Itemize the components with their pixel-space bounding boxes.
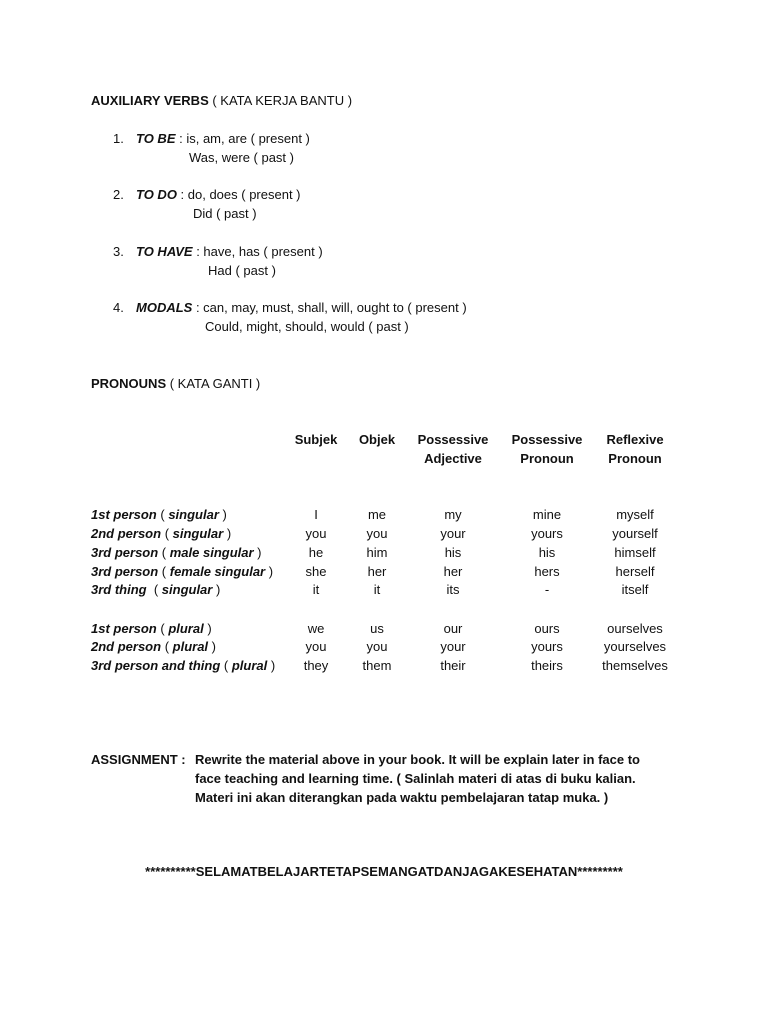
row-paren-close: ) (212, 582, 221, 597)
row-paren-close: ) (253, 545, 262, 560)
row-paren-close: ) (208, 639, 216, 654)
table-cell: you (366, 526, 388, 541)
row-person: 3rd person (91, 564, 159, 579)
pronouns-heading-rest: ( KATA GANTI ) (166, 376, 261, 391)
row-label (91, 582, 220, 598)
assignment-line: Rewrite the material above in your book. It will be explain later in face to (195, 752, 641, 767)
table-cell: we (307, 621, 325, 636)
row-paren-open: ( (161, 639, 173, 654)
row-person: 3rd person (91, 545, 159, 560)
row-qualifier: singular (161, 582, 213, 597)
row-label (91, 545, 262, 561)
row-paren-close: ) (267, 658, 276, 673)
table-cell: yours (531, 639, 563, 654)
aux-item-number: 4. (113, 300, 124, 315)
table-cell: herself (615, 564, 655, 579)
aux-item-term: TO DO (136, 187, 177, 202)
aux-item-past: Did ( past ) (193, 206, 257, 221)
table-cell: you (305, 526, 327, 541)
table-cell: myself (616, 507, 654, 522)
row-label (91, 507, 227, 523)
row-paren-close: ) (203, 621, 212, 636)
table-cell: her (367, 564, 387, 579)
aux-item-past: Had ( past ) (208, 263, 276, 278)
table-cell: yourselves (603, 639, 667, 654)
table-cell: theirs (531, 658, 563, 673)
aux-heading-bold: AUXILIARY VERBS (91, 93, 209, 108)
table-cell: it (373, 582, 381, 597)
row-qualifier: male singular (169, 545, 254, 560)
table-cell: - (544, 582, 550, 597)
table-cell: your (440, 639, 466, 654)
aux-item-past: Could, might, should, would ( past ) (205, 319, 409, 334)
aux-item-line1 (136, 244, 323, 260)
row-qualifier: female singular (169, 564, 266, 579)
table-cell: her (443, 564, 463, 579)
table-cell: yours (531, 526, 563, 541)
column-header: Subjek (294, 432, 338, 447)
row-label (91, 658, 275, 674)
table-cell: you (305, 639, 327, 654)
aux-item-number: 3. (113, 244, 124, 259)
row-paren-close: ) (223, 526, 232, 541)
table-cell: us (370, 621, 384, 636)
column-header: Reflexive (606, 432, 664, 447)
row-person: 2nd person (91, 526, 162, 541)
table-cell: his (444, 545, 462, 560)
aux-item-term: TO BE (136, 131, 176, 146)
table-cell: hers (534, 564, 560, 579)
footer-motto: **********SELAMATBELAJARTETAPSEMANGATDANJAGAKESEHATAN********* (145, 864, 623, 879)
aux-item-line1 (136, 187, 301, 203)
table-cell: they (303, 658, 329, 673)
assignment-label: ASSIGNMENT : (91, 752, 186, 767)
aux-item-term: TO HAVE (136, 244, 193, 259)
aux-item-present: : can, may, must, shall, will, ought to ( present ) (192, 300, 467, 315)
table-cell: them (362, 658, 392, 673)
table-cell: ours (534, 621, 560, 636)
aux-item-line1 (136, 131, 310, 147)
column-header-sub: Adjective (424, 451, 482, 466)
aux-item-past: Was, were ( past ) (189, 150, 294, 165)
table-cell: it (312, 582, 320, 597)
row-person: 2nd person (91, 639, 162, 654)
row-person: 3rd thing (91, 582, 147, 597)
aux-item-present: : is, am, are ( present ) (175, 131, 310, 146)
row-label (91, 621, 212, 637)
table-cell: mine (532, 507, 562, 522)
table-cell: their (440, 658, 466, 673)
row-qualifier: singular (168, 507, 219, 522)
table-cell: he (308, 545, 324, 560)
row-paren-open: ( (156, 621, 169, 636)
table-cell: our (443, 621, 463, 636)
row-paren-open: ( (156, 507, 169, 522)
row-qualifier: singular (172, 526, 224, 541)
row-label (91, 564, 273, 580)
table-cell: himself (614, 545, 656, 560)
row-paren-open: ( (146, 582, 162, 597)
aux-item-term: MODALS (136, 300, 193, 315)
table-cell: she (305, 564, 327, 579)
aux-heading-rest: ( KATA KERJA BANTU ) (208, 93, 353, 108)
table-cell: its (446, 582, 460, 597)
row-paren-close: ) (265, 564, 274, 579)
row-qualifier: plural (168, 621, 204, 636)
row-person: 1st person (91, 507, 157, 522)
table-cell: you (366, 639, 388, 654)
pronouns-heading (91, 376, 260, 392)
aux-item-number: 2. (113, 187, 124, 202)
row-person: 1st person (91, 621, 157, 636)
table-cell: your (440, 526, 466, 541)
column-header-sub: Pronoun (608, 451, 662, 466)
row-paren-open: ( (220, 658, 232, 673)
column-header-sub: Pronoun (520, 451, 574, 466)
table-cell: ourselves (607, 621, 663, 636)
pronouns-heading-bold: PRONOUNS (91, 376, 167, 391)
table-cell: themselves (602, 658, 668, 673)
aux-item-line1 (136, 300, 467, 316)
row-person: 3rd person and thing (91, 658, 221, 673)
row-paren-open: ( (158, 564, 170, 579)
table-cell: his (538, 545, 556, 560)
row-qualifier: plural (172, 639, 209, 654)
table-cell: yourself (612, 526, 658, 541)
aux-item-present: : have, has ( present ) (192, 244, 323, 259)
assignment-line: face teaching and learning time. ( Salinlah materi di atas di buku kalian. (195, 771, 636, 786)
row-label (91, 526, 231, 542)
row-label (91, 639, 216, 655)
table-cell: me (367, 507, 387, 522)
row-paren-open: ( (158, 545, 170, 560)
row-paren-open: ( (161, 526, 173, 541)
column-header: Possessive (417, 432, 489, 447)
column-header: Possessive (511, 432, 583, 447)
assignment-line: Materi ini akan diterangkan pada waktu pembelajaran tatap muka. ) (195, 790, 609, 805)
table-cell: I (314, 507, 318, 522)
row-qualifier: plural (231, 658, 268, 673)
table-cell: my (444, 507, 462, 522)
aux-item-present: : do, does ( present ) (176, 187, 301, 202)
aux-item-number: 1. (113, 131, 124, 146)
column-header: Objek (358, 432, 396, 447)
aux-heading (91, 93, 352, 109)
table-cell: itself (621, 582, 649, 597)
table-cell: him (366, 545, 388, 560)
row-paren-close: ) (218, 507, 227, 522)
